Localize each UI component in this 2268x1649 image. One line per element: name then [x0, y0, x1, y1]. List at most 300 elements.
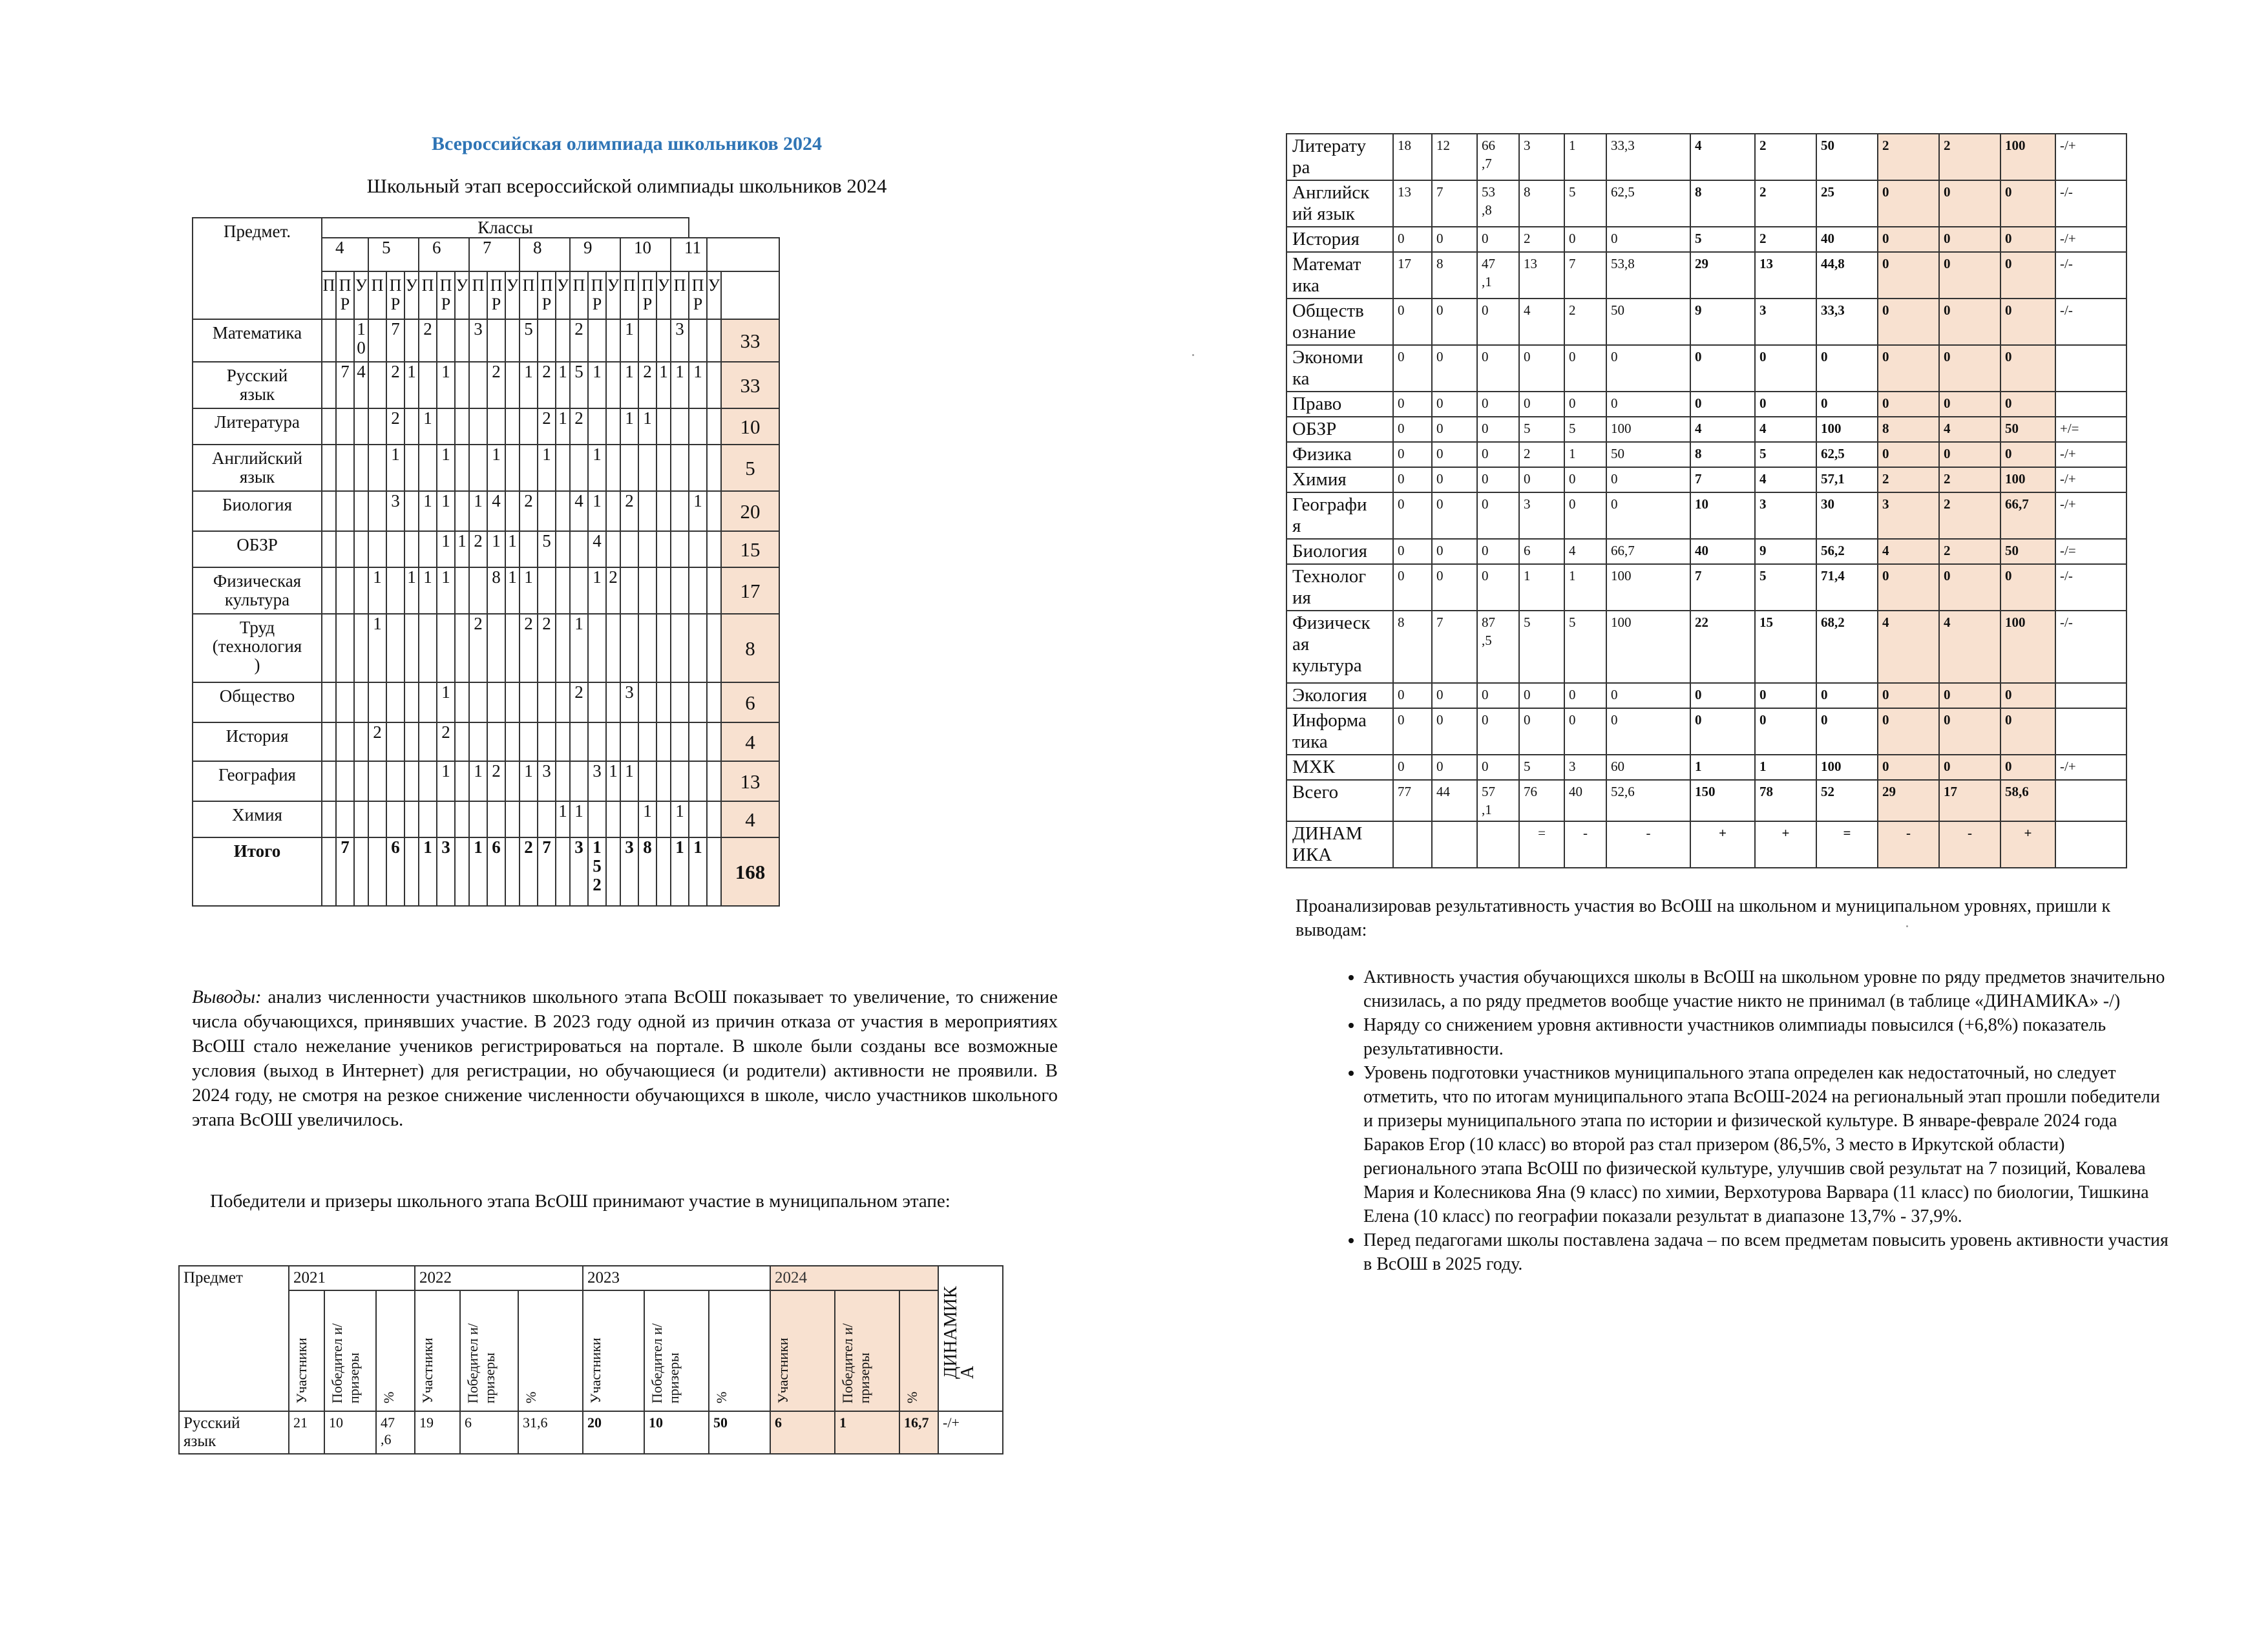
dyn-row — [1286, 227, 2126, 252]
dyn-value: 50 — [1816, 134, 1878, 180]
subcol-cell: П — [419, 271, 437, 319]
dyn-value: 52,6 — [1606, 780, 1690, 821]
count-cell — [588, 614, 606, 682]
total-cell: 15 — [721, 531, 779, 567]
count-cell — [419, 682, 437, 722]
count-cell — [505, 362, 520, 408]
count-cell — [707, 491, 721, 531]
dyn-value: - — [1606, 821, 1690, 868]
dyn-value: 0 — [1939, 442, 2000, 467]
count-cell — [404, 722, 419, 761]
count-cell — [419, 531, 437, 567]
dyn-value: 0 — [1878, 299, 1939, 345]
count-cell: 1 — [556, 408, 570, 445]
dyn-value: 0 — [1816, 708, 1878, 755]
count-cell — [707, 761, 721, 801]
col-label-cell — [460, 1290, 518, 1411]
classes-row — [193, 445, 779, 491]
count-cell: 1 0 — [354, 319, 368, 362]
count-cell — [606, 682, 620, 722]
count-cell — [419, 445, 437, 491]
scan-speck — [1192, 354, 1194, 356]
count-cell — [606, 722, 620, 761]
dyn-value: 0 — [1939, 299, 2000, 345]
dyn-value: 0 — [1393, 392, 1432, 417]
dyn-value: 0 — [1393, 492, 1432, 539]
count-cell — [538, 722, 556, 761]
count-cell — [354, 682, 368, 722]
dyn-value: 0 — [1878, 252, 1939, 299]
count-cell: 7 — [336, 837, 354, 906]
count-cell — [505, 837, 520, 906]
count-cell: 2 — [487, 761, 505, 801]
count-cell — [386, 761, 404, 801]
count-cell — [671, 408, 689, 445]
dyn-value: 0 — [1606, 227, 1690, 252]
count-cell — [455, 319, 469, 362]
dyn-value: 2 — [1755, 180, 1816, 227]
count-cell — [368, 682, 386, 722]
count-cell — [336, 761, 354, 801]
page-subtitle: Школьный этап всероссийской олимпиады школьников 2024 — [366, 174, 887, 197]
count-cell: 1 — [620, 408, 638, 445]
count-cell — [322, 445, 336, 491]
count-cell — [354, 491, 368, 531]
dyn-value: 4 — [1939, 611, 2000, 683]
count-cell — [689, 761, 707, 801]
dyn-value: 0 — [1564, 467, 1606, 492]
dyn-value: 0 — [1432, 708, 1477, 755]
dyn-value: 4 — [1939, 417, 2000, 442]
total-cell: 168 — [721, 837, 779, 906]
dyn-value — [1393, 821, 1432, 868]
count-cell — [671, 567, 689, 614]
dyn-value: 0 — [1755, 392, 1816, 417]
count-cell — [322, 614, 336, 682]
dyn-value: - — [1564, 821, 1606, 868]
count-cell — [336, 319, 354, 362]
dyn-row — [1286, 417, 2126, 442]
count-cell — [505, 319, 520, 362]
subject-cell: Химия — [193, 801, 322, 837]
dyn-value: 0 — [1432, 227, 1477, 252]
count-cell — [336, 682, 354, 722]
count-cell — [368, 801, 386, 837]
count-cell — [487, 319, 505, 362]
dyn-value: 0 — [1477, 755, 1519, 780]
count-cell — [606, 408, 620, 445]
count-cell: 1 — [437, 761, 455, 801]
dyn-value: 0 — [1690, 345, 1755, 392]
col-label: % — [523, 1391, 539, 1403]
subject-cell: Русский язык — [193, 362, 322, 408]
col-label: % — [713, 1391, 730, 1403]
dyn-value: 0 — [1878, 345, 1939, 392]
dyn-value: 0 — [2000, 392, 2055, 417]
count-cell — [671, 682, 689, 722]
subcol-cell: П — [322, 271, 336, 319]
subcol-cell: У — [556, 271, 570, 319]
dyn-value: 0 — [1432, 492, 1477, 539]
dyn-value: 10 — [1690, 492, 1755, 539]
dyn-value: 0 — [1477, 683, 1519, 708]
dyn-subject: Английск ий язык — [1286, 180, 1393, 227]
subcol-cell: П Р — [588, 271, 606, 319]
count-cell: 1 — [487, 531, 505, 567]
count-cell — [707, 567, 721, 614]
count-cell — [505, 491, 520, 531]
count-cell: 2 — [538, 362, 556, 408]
dyn-value: 100 — [2000, 611, 2055, 683]
count-cell — [588, 722, 606, 761]
count-cell — [419, 801, 437, 837]
col-label: Победител и/призеры — [465, 1323, 498, 1403]
count-cell — [419, 362, 437, 408]
count-cell: 5 — [538, 531, 556, 567]
count-cell: 7 — [336, 362, 354, 408]
count-cell — [606, 614, 620, 682]
dyn-value: 0 — [1939, 345, 2000, 392]
dyn-trend: -/- — [2055, 299, 2126, 345]
total-cell: 33 — [721, 319, 779, 362]
grade-cell: 4 — [322, 238, 368, 271]
dyn-value: - — [1878, 821, 1939, 868]
count-cell: 2 — [520, 491, 538, 531]
dyn-value: 4 — [1690, 134, 1755, 180]
dyn-value: 0 — [1878, 227, 1939, 252]
dyn-subject: Информа тика — [1286, 708, 1393, 755]
count-cell: 1 — [368, 567, 386, 614]
count-cell — [671, 531, 689, 567]
count-cell — [707, 614, 721, 682]
dyn-value: 1 — [1755, 755, 1816, 780]
dyn-value: 0 — [1690, 683, 1755, 708]
count-cell — [588, 319, 606, 362]
dyn-value: 0 — [1816, 683, 1878, 708]
count-cell: 1 — [469, 837, 487, 906]
dyn-value: 0 — [1564, 345, 1606, 392]
dyn-value: 2 — [1878, 134, 1939, 180]
dyn-value: 2 — [1939, 539, 2000, 564]
count-cell — [322, 801, 336, 837]
dyn-value: 0 — [1477, 708, 1519, 755]
count-cell — [404, 837, 419, 906]
year-header: 2024 — [770, 1266, 938, 1290]
dyn-value: 0 — [1606, 467, 1690, 492]
total-cell: 4 — [721, 722, 779, 761]
subcol-cell: П — [620, 271, 638, 319]
classes-row — [193, 362, 779, 408]
dyn-value: 100 — [1816, 755, 1878, 780]
count-cell — [556, 491, 570, 531]
classes-header-blank — [689, 218, 779, 238]
count-cell — [322, 491, 336, 531]
dyn-value: 71,4 — [1816, 564, 1878, 611]
subcol-cell: П Р — [638, 271, 656, 319]
count-cell — [656, 801, 671, 837]
dyn-value: 2 — [1939, 467, 2000, 492]
subject-cell: ОБЗР — [193, 531, 322, 567]
dyn-trend: -/+ — [2055, 467, 2126, 492]
count-cell — [689, 531, 707, 567]
dyn-value: 0 — [1477, 564, 1519, 611]
count-cell: 1 — [437, 682, 455, 722]
count-cell — [570, 445, 588, 491]
dyn-value: 0 — [2000, 708, 2055, 755]
count-cell — [386, 682, 404, 722]
dyn-value: 8 — [1690, 180, 1755, 227]
dyn-value: 50 — [709, 1411, 770, 1454]
dyn-value: 17 — [1393, 252, 1432, 299]
count-cell — [520, 682, 538, 722]
dyn-row — [179, 1411, 1003, 1454]
dyn-value: 0 — [1477, 299, 1519, 345]
count-cell — [707, 837, 721, 906]
count-cell: 1 — [556, 801, 570, 837]
dyn-value: 0 — [1519, 467, 1564, 492]
dyn-value: 8 — [1393, 611, 1432, 683]
dyn-subheader-row — [179, 1290, 1003, 1411]
count-cell — [455, 614, 469, 682]
conclusions-text: анализ численности участников школьного этапа ВсОШ показывает то увеличение, то снижение числа обучающихся, принявших участие. В 2023 году одной из причин отказа от участия в мероприятиях ВсОШ стало нежелание учеников регистрироваться на портале. В школе были созданы все возможные условия (выход в Интернет) для регистрации, но обучающиеся (и родители) активности не проявили. В 2024 году, не смотря на резкое снижение численности обучающихся в школе, число участников школьного этапа ВсОШ увеличилось. — [192, 987, 1058, 1130]
count-cell — [588, 682, 606, 722]
classes-row — [193, 837, 779, 906]
count-cell — [656, 491, 671, 531]
count-cell — [322, 319, 336, 362]
col-label-cell — [644, 1290, 709, 1411]
dynamics-table-right — [1286, 133, 2127, 868]
dyn-value: 5 — [1519, 417, 1564, 442]
dyn-row — [1286, 611, 2126, 683]
dyn-value: 53 ,8 — [1477, 180, 1519, 227]
dyn-value: + — [1690, 821, 1755, 868]
dyn-value: 0 — [1393, 708, 1432, 755]
total-header — [721, 271, 779, 319]
dyn-trend — [2055, 392, 2126, 417]
count-cell — [689, 319, 707, 362]
classes-row — [193, 408, 779, 445]
count-cell: 1 — [404, 362, 419, 408]
count-cell — [671, 491, 689, 531]
count-cell — [538, 682, 556, 722]
dyn-value: 66,7 — [2000, 492, 2055, 539]
count-cell — [556, 837, 570, 906]
count-cell — [368, 319, 386, 362]
count-cell — [404, 319, 419, 362]
dyn-value: 6 — [460, 1411, 518, 1454]
count-cell — [336, 408, 354, 445]
count-cell — [606, 837, 620, 906]
count-cell: 1 — [437, 567, 455, 614]
dyn-subject-header: Предмет — [179, 1266, 289, 1411]
count-cell — [520, 408, 538, 445]
dyn-value: 16,7 — [899, 1411, 938, 1454]
dyn-value: 8 — [1432, 252, 1477, 299]
count-cell — [707, 682, 721, 722]
subcol-cell: П — [469, 271, 487, 319]
count-cell: 6 — [386, 837, 404, 906]
dyn-value: 0 — [1432, 299, 1477, 345]
dyn-value: 0 — [1432, 345, 1477, 392]
dyn-value: = — [1816, 821, 1878, 868]
count-cell — [538, 319, 556, 362]
dyn-row — [1286, 492, 2126, 539]
count-cell — [538, 567, 556, 614]
count-cell: 1 — [520, 761, 538, 801]
count-cell — [336, 491, 354, 531]
classes-table — [192, 217, 780, 907]
count-cell: 1 — [656, 362, 671, 408]
count-cell — [336, 531, 354, 567]
dyn-value: 0 — [1939, 180, 2000, 227]
analysis-bullets — [1331, 965, 2171, 1276]
count-cell — [455, 761, 469, 801]
count-cell — [386, 801, 404, 837]
dyn-value: 0 — [1477, 467, 1519, 492]
count-cell — [638, 491, 656, 531]
dyn-subject: История — [1286, 227, 1393, 252]
dyn-value: 53,8 — [1606, 252, 1690, 299]
col-label-cell — [289, 1290, 324, 1411]
year-header: 2022 — [415, 1266, 583, 1290]
conclusions-paragraph — [192, 985, 1058, 1132]
dyn-trend — [2055, 821, 2126, 868]
count-cell: 1 — [671, 801, 689, 837]
dyn-value: 5 — [1564, 611, 1606, 683]
dyn-value: 44 — [1432, 780, 1477, 821]
count-cell: 3 — [538, 761, 556, 801]
count-cell — [336, 722, 354, 761]
dyn-value: 0 — [1690, 708, 1755, 755]
subcol-cell: П Р — [336, 271, 354, 319]
classes-row — [193, 567, 779, 614]
dyn-value: 0 — [1939, 683, 2000, 708]
dynamics-header — [938, 1266, 1003, 1411]
classes-row — [193, 682, 779, 722]
col-label: % — [904, 1391, 920, 1403]
total-cell: 6 — [721, 682, 779, 722]
count-cell: 1 — [419, 491, 437, 531]
dyn-value: 0 — [1477, 345, 1519, 392]
dyn-value: 0 — [1432, 539, 1477, 564]
dyn-value: 7 — [1690, 467, 1755, 492]
count-cell: 1 — [368, 614, 386, 682]
count-cell — [437, 614, 455, 682]
total-cell: 8 — [721, 614, 779, 682]
subject-cell: Математика — [193, 319, 322, 362]
dyn-trend: -/+ — [2055, 227, 2126, 252]
dyn-trend: -/+ — [938, 1411, 1003, 1454]
count-cell — [520, 531, 538, 567]
count-cell — [469, 408, 487, 445]
dyn-value: 76 — [1519, 780, 1564, 821]
dyn-value: 4 — [1755, 417, 1816, 442]
dyn-value: 50 — [2000, 417, 2055, 442]
total-cell: 5 — [721, 445, 779, 491]
dyn-value: 2 — [1755, 134, 1816, 180]
count-cell — [707, 531, 721, 567]
count-cell — [638, 319, 656, 362]
dyn-row — [1286, 708, 2126, 755]
count-cell — [671, 761, 689, 801]
dyn-value: 57,1 — [1816, 467, 1878, 492]
count-cell — [487, 614, 505, 682]
dyn-value: 5 — [1519, 611, 1564, 683]
count-cell — [455, 408, 469, 445]
dyn-value: 4 — [1878, 539, 1939, 564]
dyn-value — [1477, 821, 1519, 868]
count-cell — [336, 567, 354, 614]
count-cell — [656, 408, 671, 445]
dyn-value: 8 — [1690, 442, 1755, 467]
dyn-value: 78 — [1755, 780, 1816, 821]
count-cell: 2 — [638, 362, 656, 408]
col-label: Победител и/призеры — [329, 1323, 362, 1403]
dyn-value: 6 — [1519, 539, 1564, 564]
dyn-value: 77 — [1393, 780, 1432, 821]
count-cell: 1 — [419, 567, 437, 614]
count-cell: 2 — [570, 408, 588, 445]
dyn-subject: Физическ ая культура — [1286, 611, 1393, 683]
dyn-row — [1286, 134, 2126, 180]
count-cell: 4 — [588, 531, 606, 567]
count-cell — [404, 491, 419, 531]
dyn-value: 100 — [2000, 467, 2055, 492]
count-cell: 1 — [671, 837, 689, 906]
count-cell — [556, 531, 570, 567]
count-cell — [588, 801, 606, 837]
count-cell — [455, 491, 469, 531]
dyn-value: 1 — [1690, 755, 1755, 780]
dyn-value: 100 — [1816, 417, 1878, 442]
count-cell — [487, 801, 505, 837]
dyn-value: 0 — [1878, 180, 1939, 227]
count-cell: 3 — [588, 761, 606, 801]
count-cell — [689, 445, 707, 491]
grade-cell: 10 — [620, 238, 671, 271]
dyn-value: 13 — [1519, 252, 1564, 299]
dyn-subject: Всего — [1286, 780, 1393, 821]
dyn-subject: Литерату ра — [1286, 134, 1393, 180]
subject-cell: Английский язык — [193, 445, 322, 491]
dyn-value: 87 ,5 — [1477, 611, 1519, 683]
count-cell — [606, 531, 620, 567]
count-cell — [354, 722, 368, 761]
dyn-row — [1286, 821, 2126, 868]
dyn-row — [1286, 564, 2126, 611]
count-cell — [455, 567, 469, 614]
dyn-value: 3 — [1755, 299, 1816, 345]
dyn-value: 0 — [1606, 683, 1690, 708]
col-label-cell — [899, 1290, 938, 1411]
dyn-value: 0 — [1878, 442, 1939, 467]
count-cell: 8 — [487, 567, 505, 614]
dyn-subject: ОБЗР — [1286, 417, 1393, 442]
col-label-cell — [770, 1290, 835, 1411]
analysis-bullet-text: Перед педагогами школы поставлена задача – по всем предметам повысить уровень активности участия в ВсОШ в 2025 году. — [1363, 1230, 2168, 1274]
count-cell: 1 — [437, 491, 455, 531]
dyn-value: 62,5 — [1606, 180, 1690, 227]
classes-row — [193, 722, 779, 761]
dyn-subject: Математ ика — [1286, 252, 1393, 299]
subcol-cell: П Р — [689, 271, 707, 319]
count-cell: 2 — [469, 531, 487, 567]
dyn-value: 1 — [1564, 134, 1606, 180]
subject-cell: Общество — [193, 682, 322, 722]
count-cell — [689, 682, 707, 722]
total-cell: 20 — [721, 491, 779, 531]
subject-header: Предмет. — [193, 218, 322, 319]
